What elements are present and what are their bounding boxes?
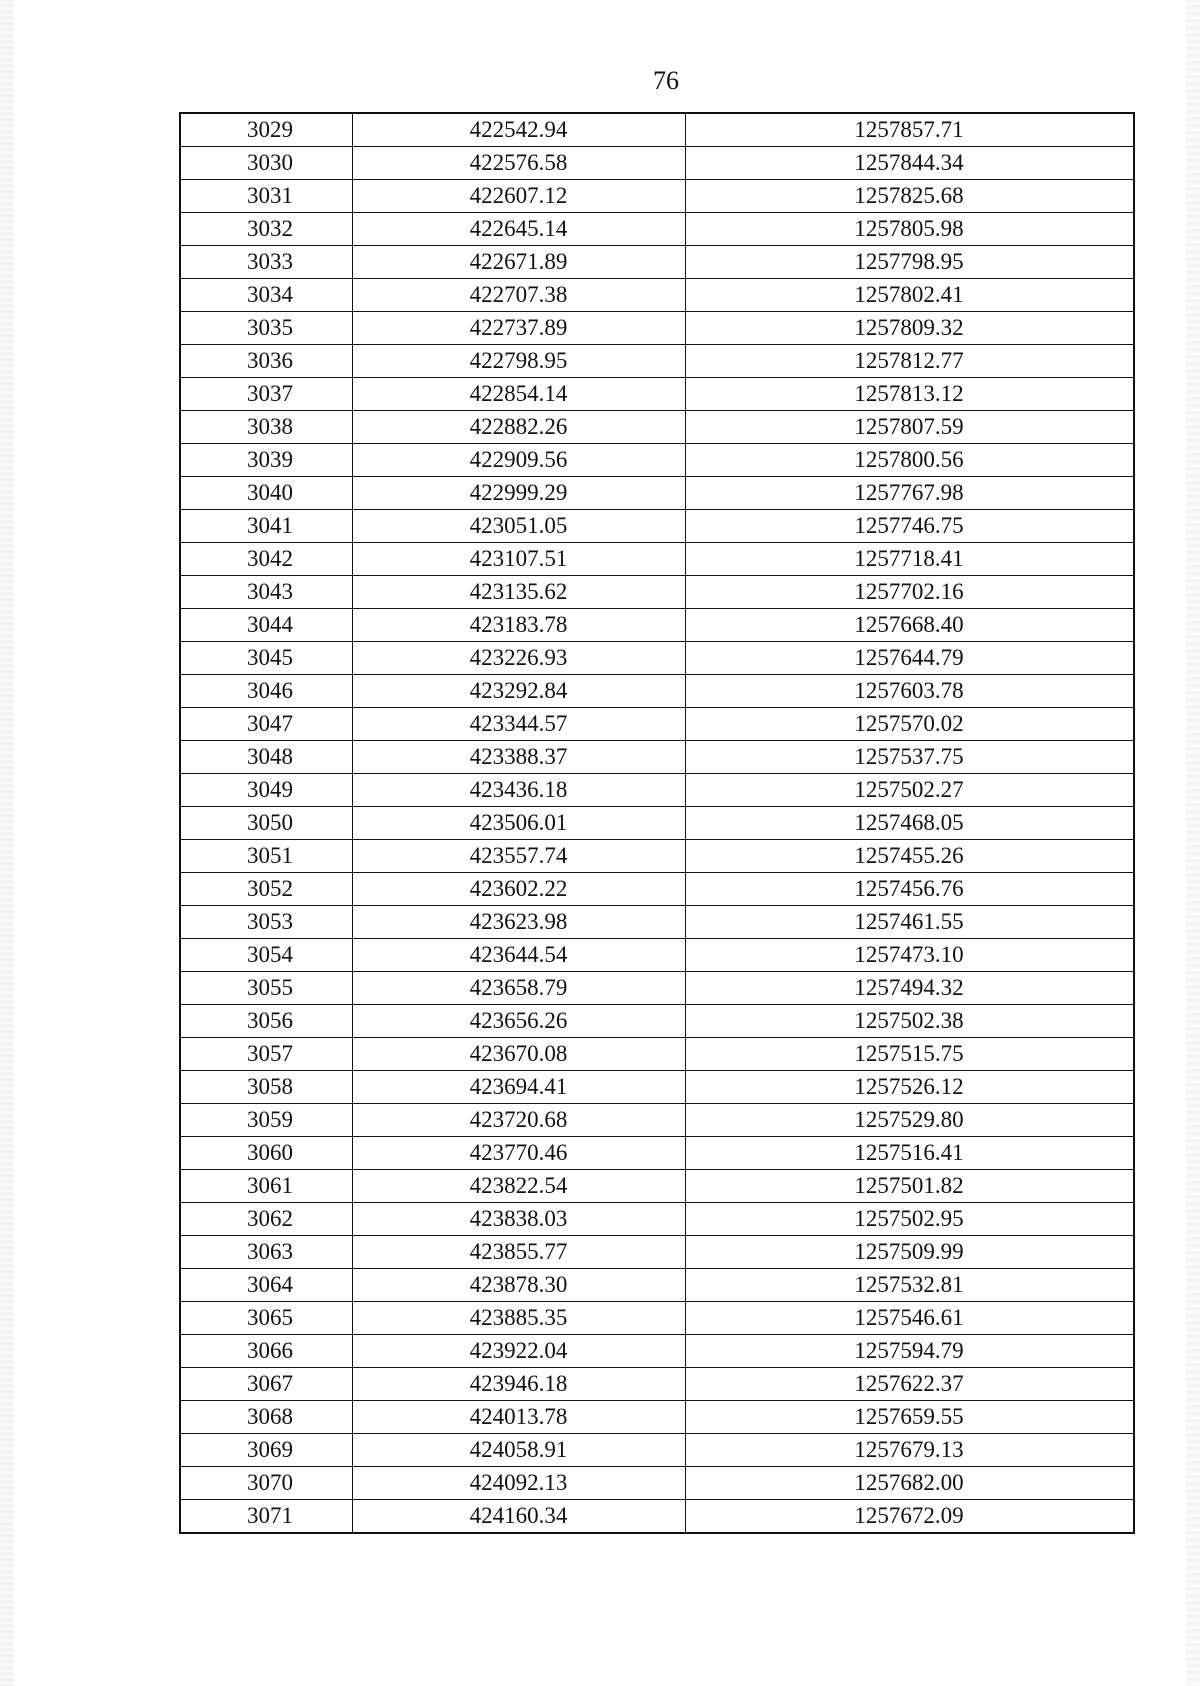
point-id-cell: 3041: [180, 510, 352, 543]
point-id-cell: 3029: [180, 113, 352, 147]
y-coordinate-cell: 1257825.68: [685, 180, 1134, 213]
point-id-cell: 3053: [180, 906, 352, 939]
point-id-cell: 3066: [180, 1335, 352, 1368]
point-id-cell: 3062: [180, 1203, 352, 1236]
y-coordinate-cell: 1257805.98: [685, 213, 1134, 246]
x-coordinate-cell: 422607.12: [352, 180, 685, 213]
table-row: [180, 279, 1134, 312]
y-coordinate-cell: 1257570.02: [685, 708, 1134, 741]
y-coordinate-cell: 1257798.95: [685, 246, 1134, 279]
point-id-cell: 3044: [180, 609, 352, 642]
y-coordinate-cell: 1257473.10: [685, 939, 1134, 972]
y-coordinate-cell: 1257594.79: [685, 1335, 1134, 1368]
point-id-cell: 3034: [180, 279, 352, 312]
point-id-cell: 3036: [180, 345, 352, 378]
x-coordinate-cell: 423292.84: [352, 675, 685, 708]
x-coordinate-cell: 423644.54: [352, 939, 685, 972]
x-coordinate-cell: 422645.14: [352, 213, 685, 246]
point-id-cell: 3055: [180, 972, 352, 1005]
table-row: [180, 180, 1134, 213]
x-coordinate-cell: 423183.78: [352, 609, 685, 642]
y-coordinate-cell: 1257718.41: [685, 543, 1134, 576]
y-coordinate-cell: 1257702.16: [685, 576, 1134, 609]
x-coordinate-cell: 423670.08: [352, 1038, 685, 1071]
y-coordinate-cell: 1257800.56: [685, 444, 1134, 477]
table-row: [180, 939, 1134, 972]
table-row: [180, 1335, 1134, 1368]
y-coordinate-cell: 1257502.95: [685, 1203, 1134, 1236]
y-coordinate-cell: 1257502.38: [685, 1005, 1134, 1038]
y-coordinate-cell: 1257844.34: [685, 147, 1134, 180]
table-row: [180, 741, 1134, 774]
x-coordinate-cell: 422737.89: [352, 312, 685, 345]
y-coordinate-cell: 1257537.75: [685, 741, 1134, 774]
point-id-cell: 3035: [180, 312, 352, 345]
coordinate-table-body: [180, 113, 1134, 1533]
point-id-cell: 3064: [180, 1269, 352, 1302]
y-coordinate-cell: 1257668.40: [685, 609, 1134, 642]
x-coordinate-cell: 423720.68: [352, 1104, 685, 1137]
y-coordinate-cell: 1257812.77: [685, 345, 1134, 378]
table-row: [180, 1038, 1134, 1071]
x-coordinate-cell: 423051.05: [352, 510, 685, 543]
table-row: [180, 642, 1134, 675]
table-row: [180, 378, 1134, 411]
y-coordinate-cell: 1257456.76: [685, 873, 1134, 906]
point-id-cell: 3039: [180, 444, 352, 477]
point-id-cell: 3052: [180, 873, 352, 906]
table-row: [180, 1269, 1134, 1302]
x-coordinate-cell: 423107.51: [352, 543, 685, 576]
table-row: [180, 345, 1134, 378]
point-id-cell: 3033: [180, 246, 352, 279]
table-row: [180, 1401, 1134, 1434]
table-row: [180, 873, 1134, 906]
coordinate-table: [179, 112, 1135, 1534]
point-id-cell: 3046: [180, 675, 352, 708]
y-coordinate-cell: 1257515.75: [685, 1038, 1134, 1071]
point-id-cell: 3032: [180, 213, 352, 246]
table-row: [180, 774, 1134, 807]
point-id-cell: 3063: [180, 1236, 352, 1269]
point-id-cell: 3049: [180, 774, 352, 807]
point-id-cell: 3042: [180, 543, 352, 576]
x-coordinate-cell: 423656.26: [352, 1005, 685, 1038]
table-row: [180, 1302, 1134, 1335]
x-coordinate-cell: 423226.93: [352, 642, 685, 675]
x-coordinate-cell: 423822.54: [352, 1170, 685, 1203]
x-coordinate-cell: 424092.13: [352, 1467, 685, 1500]
table-row: [180, 1137, 1134, 1170]
y-coordinate-cell: 1257802.41: [685, 279, 1134, 312]
table-row: [180, 1500, 1134, 1534]
x-coordinate-cell: 423135.62: [352, 576, 685, 609]
point-id-cell: 3050: [180, 807, 352, 840]
x-coordinate-cell: 422798.95: [352, 345, 685, 378]
table-row: [180, 444, 1134, 477]
x-coordinate-cell: 423557.74: [352, 840, 685, 873]
point-id-cell: 3058: [180, 1071, 352, 1104]
x-coordinate-cell: 423878.30: [352, 1269, 685, 1302]
table-row: [180, 113, 1134, 147]
y-coordinate-cell: 1257809.32: [685, 312, 1134, 345]
point-id-cell: 3070: [180, 1467, 352, 1500]
point-id-cell: 3037: [180, 378, 352, 411]
y-coordinate-cell: 1257679.13: [685, 1434, 1134, 1467]
y-coordinate-cell: 1257546.61: [685, 1302, 1134, 1335]
y-coordinate-cell: 1257603.78: [685, 675, 1134, 708]
point-id-cell: 3061: [180, 1170, 352, 1203]
y-coordinate-cell: 1257672.09: [685, 1500, 1134, 1534]
point-id-cell: 3071: [180, 1500, 352, 1534]
table-row: [180, 972, 1134, 1005]
table-row: [180, 1170, 1134, 1203]
x-coordinate-cell: 423946.18: [352, 1368, 685, 1401]
scan-edge-left: [0, 0, 14, 1686]
x-coordinate-cell: 423770.46: [352, 1137, 685, 1170]
x-coordinate-cell: 423344.57: [352, 708, 685, 741]
table-row: [180, 510, 1134, 543]
table-row: [180, 312, 1134, 345]
table-row: [180, 1104, 1134, 1137]
table-row: [180, 477, 1134, 510]
point-id-cell: 3048: [180, 741, 352, 774]
y-coordinate-cell: 1257502.27: [685, 774, 1134, 807]
point-id-cell: 3030: [180, 147, 352, 180]
y-coordinate-cell: 1257494.32: [685, 972, 1134, 1005]
table-row: [180, 708, 1134, 741]
point-id-cell: 3051: [180, 840, 352, 873]
x-coordinate-cell: 423885.35: [352, 1302, 685, 1335]
point-id-cell: 3040: [180, 477, 352, 510]
x-coordinate-cell: 422854.14: [352, 378, 685, 411]
point-id-cell: 3057: [180, 1038, 352, 1071]
x-coordinate-cell: 422999.29: [352, 477, 685, 510]
table-row: [180, 1368, 1134, 1401]
point-id-cell: 3038: [180, 411, 352, 444]
y-coordinate-cell: 1257813.12: [685, 378, 1134, 411]
y-coordinate-cell: 1257529.80: [685, 1104, 1134, 1137]
point-id-cell: 3031: [180, 180, 352, 213]
table-row: [180, 1071, 1134, 1104]
x-coordinate-cell: 423658.79: [352, 972, 685, 1005]
point-id-cell: 3067: [180, 1368, 352, 1401]
x-coordinate-cell: 423388.37: [352, 741, 685, 774]
table-row: [180, 1434, 1134, 1467]
table-row: [180, 1467, 1134, 1500]
x-coordinate-cell: 423602.22: [352, 873, 685, 906]
point-id-cell: 3059: [180, 1104, 352, 1137]
table-row: [180, 147, 1134, 180]
x-coordinate-cell: 423623.98: [352, 906, 685, 939]
table-row: [180, 576, 1134, 609]
table-row: [180, 840, 1134, 873]
y-coordinate-cell: 1257746.75: [685, 510, 1134, 543]
x-coordinate-cell: 423855.77: [352, 1236, 685, 1269]
point-id-cell: 3043: [180, 576, 352, 609]
point-id-cell: 3047: [180, 708, 352, 741]
table-row: [180, 1203, 1134, 1236]
x-coordinate-cell: 424058.91: [352, 1434, 685, 1467]
point-id-cell: 3060: [180, 1137, 352, 1170]
table-row: [180, 675, 1134, 708]
y-coordinate-cell: 1257659.55: [685, 1401, 1134, 1434]
table-row: [180, 1236, 1134, 1269]
x-coordinate-cell: 423506.01: [352, 807, 685, 840]
x-coordinate-cell: 422576.58: [352, 147, 685, 180]
table-row: [180, 543, 1134, 576]
x-coordinate-cell: 423922.04: [352, 1335, 685, 1368]
y-coordinate-cell: 1257682.00: [685, 1467, 1134, 1500]
y-coordinate-cell: 1257767.98: [685, 477, 1134, 510]
y-coordinate-cell: 1257455.26: [685, 840, 1134, 873]
point-id-cell: 3054: [180, 939, 352, 972]
x-coordinate-cell: 423694.41: [352, 1071, 685, 1104]
x-coordinate-cell: 422542.94: [352, 113, 685, 147]
table-row: [180, 609, 1134, 642]
x-coordinate-cell: 424013.78: [352, 1401, 685, 1434]
point-id-cell: 3065: [180, 1302, 352, 1335]
table-row: [180, 213, 1134, 246]
y-coordinate-cell: 1257644.79: [685, 642, 1134, 675]
y-coordinate-cell: 1257468.05: [685, 807, 1134, 840]
y-coordinate-cell: 1257622.37: [685, 1368, 1134, 1401]
y-coordinate-cell: 1257501.82: [685, 1170, 1134, 1203]
page-number: 76: [653, 66, 679, 95]
point-id-cell: 3069: [180, 1434, 352, 1467]
x-coordinate-cell: 422671.89: [352, 246, 685, 279]
table-row: [180, 807, 1134, 840]
point-id-cell: 3056: [180, 1005, 352, 1038]
x-coordinate-cell: 423436.18: [352, 774, 685, 807]
x-coordinate-cell: 422882.26: [352, 411, 685, 444]
y-coordinate-cell: 1257509.99: [685, 1236, 1134, 1269]
y-coordinate-cell: 1257532.81: [685, 1269, 1134, 1302]
table-row: [180, 1005, 1134, 1038]
y-coordinate-cell: 1257461.55: [685, 906, 1134, 939]
x-coordinate-cell: 424160.34: [352, 1500, 685, 1534]
point-id-cell: 3045: [180, 642, 352, 675]
y-coordinate-cell: 1257807.59: [685, 411, 1134, 444]
table-row: [180, 906, 1134, 939]
y-coordinate-cell: 1257857.71: [685, 113, 1134, 147]
table-row: [180, 411, 1134, 444]
scan-edge-right: [1186, 0, 1200, 1686]
y-coordinate-cell: 1257516.41: [685, 1137, 1134, 1170]
x-coordinate-cell: 422707.38: [352, 279, 685, 312]
point-id-cell: 3068: [180, 1401, 352, 1434]
x-coordinate-cell: 422909.56: [352, 444, 685, 477]
x-coordinate-cell: 423838.03: [352, 1203, 685, 1236]
table-row: [180, 246, 1134, 279]
y-coordinate-cell: 1257526.12: [685, 1071, 1134, 1104]
